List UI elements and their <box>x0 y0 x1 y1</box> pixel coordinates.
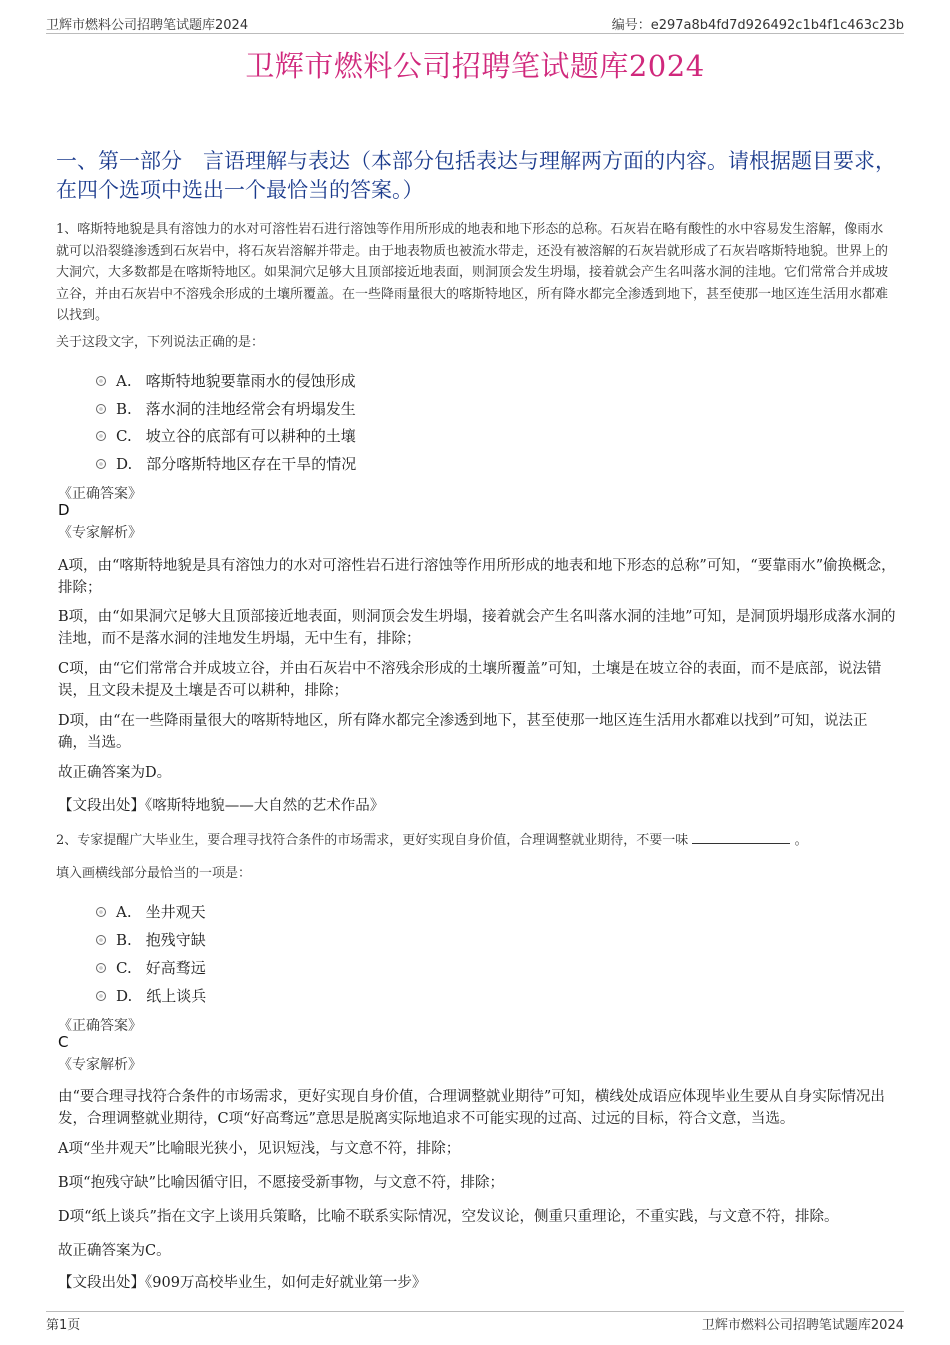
option-text: 好高骛远 <box>145 959 206 977</box>
q2-prompt: 填入画横线部分最恰当的一项是： <box>56 866 252 881</box>
section-heading: 一、第一部分 言语理解与表达（本部分包括表达与理解两方面的内容。请根据题目要求，在四个选项中选出一个最恰当的答案。） <box>56 149 896 202</box>
option-letter: A. <box>116 371 132 390</box>
header-doc-id: 编号：e297a8b4fd7d926492c1b4f1c463c23b <box>611 18 904 33</box>
radio-icon[interactable] <box>96 963 106 973</box>
q2-explanation-d: D项“纸上谈兵”指在文字上谈用兵策略，比喻不联系实际情况，空发议论，侧重只重理论，不重实践，与文意不符，排除。 <box>58 1209 839 1225</box>
option-letter: C. <box>116 426 132 445</box>
q1-option-a[interactable] <box>96 370 356 391</box>
page-title: 卫辉市燃料公司招聘笔试题库2024 <box>245 49 705 83</box>
header-doc-title: 卫辉市燃料公司招聘笔试题库2024 <box>46 18 249 33</box>
q2-passage-end: 。 <box>794 833 808 848</box>
q1-explanation-c: C项，由“它们常常合并成坡立谷，并由石灰岩中不溶残余形成的土壤所覆盖”可知，土壤是在坡立谷的表面，而不是底部，说法错误，且文段未提及土壤是否可以耕种，排除； <box>58 661 882 699</box>
radio-icon[interactable] <box>96 935 106 945</box>
q2-option-a[interactable] <box>96 901 206 922</box>
option-text: 喀斯特地貌要靠雨水的侵蚀形成 <box>145 372 356 390</box>
q1-conclusion: 故正确答案为D。 <box>58 765 172 781</box>
q1-passage: 1、喀斯特地貌是具有溶蚀力的水对可溶性岩石进行溶蚀等作用所形成的地表和地下形态的总称。石灰岩在略有酸性的水中容易发生溶解，像雨水就可以沿裂缝渗透到石灰岩中，将石灰岩溶解并带走。由于地表物质也被流水带走，还没有被溶解的石灰岩就形成了石灰岩喀斯特地貌。世界上的大洞穴，大多数都是在喀斯特地区。如果洞穴足够大且顶部接近地表面，则洞顶会发生坍塌，接着就会产生名叫落水洞的洼地。它们常常合并成坡立谷，并由石灰岩中不溶残余形成的土壤所覆盖。在一些降雨量很大的喀斯特地区，所有降水都完全渗透到地下，甚至使那一地区连生活用水都难以找到。 <box>56 222 889 323</box>
q2-source: 【文段出处】《909万高校毕业生，如何走好就业第一步》 <box>58 1275 427 1291</box>
q2-analysis-label: 《专家解析》 <box>58 1057 142 1073</box>
q1-prompt: 关于这段文字，下列说法正确的是： <box>56 335 265 350</box>
q2-option-c[interactable] <box>96 957 206 978</box>
q1-option-d[interactable] <box>96 453 356 474</box>
option-letter: B. <box>116 930 132 949</box>
option-text: 落水洞的洼地经常会有坍塌发生 <box>145 400 356 418</box>
q2-passage <box>56 830 896 852</box>
option-letter: D. <box>116 454 133 473</box>
radio-icon[interactable] <box>96 404 106 414</box>
fill-blank <box>692 831 790 844</box>
radio-icon[interactable] <box>96 431 106 441</box>
footer-divider <box>46 1311 904 1312</box>
option-text: 抱残守缺 <box>145 931 206 949</box>
option-text: 纸上谈兵 <box>146 987 207 1005</box>
q1-answer-label: 《正确答案》 <box>58 486 142 502</box>
radio-icon[interactable] <box>96 459 106 469</box>
option-letter: A. <box>116 902 132 921</box>
q2-option-b[interactable] <box>96 929 206 950</box>
radio-icon[interactable] <box>96 907 106 917</box>
radio-icon[interactable] <box>96 376 106 386</box>
q2-answer: C <box>58 1033 69 1051</box>
q1-answer: D <box>58 501 70 519</box>
footer-page-number: 第1页 <box>46 1318 81 1333</box>
q2-conclusion: 故正确答案为C。 <box>58 1243 171 1259</box>
option-letter: C. <box>116 958 132 977</box>
option-letter: B. <box>116 399 132 418</box>
q1-explanation-a: A项，由“喀斯特地貌是具有溶蚀力的水对可溶性岩石进行溶蚀等作用所形成的地表和地下形态的总称”可知，“要靠雨水”偷换概念，排除； <box>58 558 896 596</box>
footer-doc-title: 卫辉市燃料公司招聘笔试题库2024 <box>701 1318 904 1333</box>
q1-analysis-label: 《专家解析》 <box>58 525 142 541</box>
q2-explanation-a: A项“坐井观天”比喻眼光狭小，见识短浅，与文意不符，排除； <box>58 1141 461 1157</box>
q2-explanation-main: 由“要合理寻找符合条件的市场需求，更好实现自身价值，合理调整就业期待”可知，横线处成语应体现毕业生要从自身实际情况出发，合理调整就业期待，C项“好高骛远”意思是脱离实际地追求不可能实现的过高、过远的目标，符合文意，当选。 <box>58 1089 885 1127</box>
q2-passage-text: 2、专家提醒广大毕业生，要合理寻找符合条件的市场需求，更好实现自身价值，合理调整就业期待，不要一味 <box>56 833 689 848</box>
q2-option-d[interactable] <box>96 985 206 1006</box>
q1-source: 【文段出处】《喀斯特地貌——大自然的艺术作品》 <box>58 798 385 814</box>
q1-explanation-d: D项，由“在一些降雨量很大的喀斯特地区，所有降水都完全渗透到地下，甚至使那一地区连生活用水都难以找到”可知，说法正确，当选。 <box>58 713 868 751</box>
option-text: 部分喀斯特地区存在干旱的情况 <box>146 455 357 473</box>
q1-explanation-b: B项，由“如果洞穴足够大且顶部接近地表面，则洞顶会发生坍塌，接着就会产生名叫落水洞的洼地”可知，是洞顶坍塌形成落水洞的洼地，而不是落水洞的洼地发生坍塌，无中生有，排除； <box>58 609 896 647</box>
option-text: 坡立谷的底部有可以耕种的土壤 <box>145 427 356 445</box>
header-divider <box>46 33 904 34</box>
q2-answer-label: 《正确答案》 <box>58 1018 142 1034</box>
q1-option-c[interactable] <box>96 425 356 446</box>
option-text: 坐井观天 <box>145 903 206 921</box>
radio-icon[interactable] <box>96 991 106 1001</box>
q1-option-b[interactable] <box>96 398 356 419</box>
option-letter: D. <box>116 986 133 1005</box>
q2-explanation-b: B项“抱残守缺”比喻因循守旧，不愿接受新事物，与文意不符，排除； <box>58 1175 504 1191</box>
